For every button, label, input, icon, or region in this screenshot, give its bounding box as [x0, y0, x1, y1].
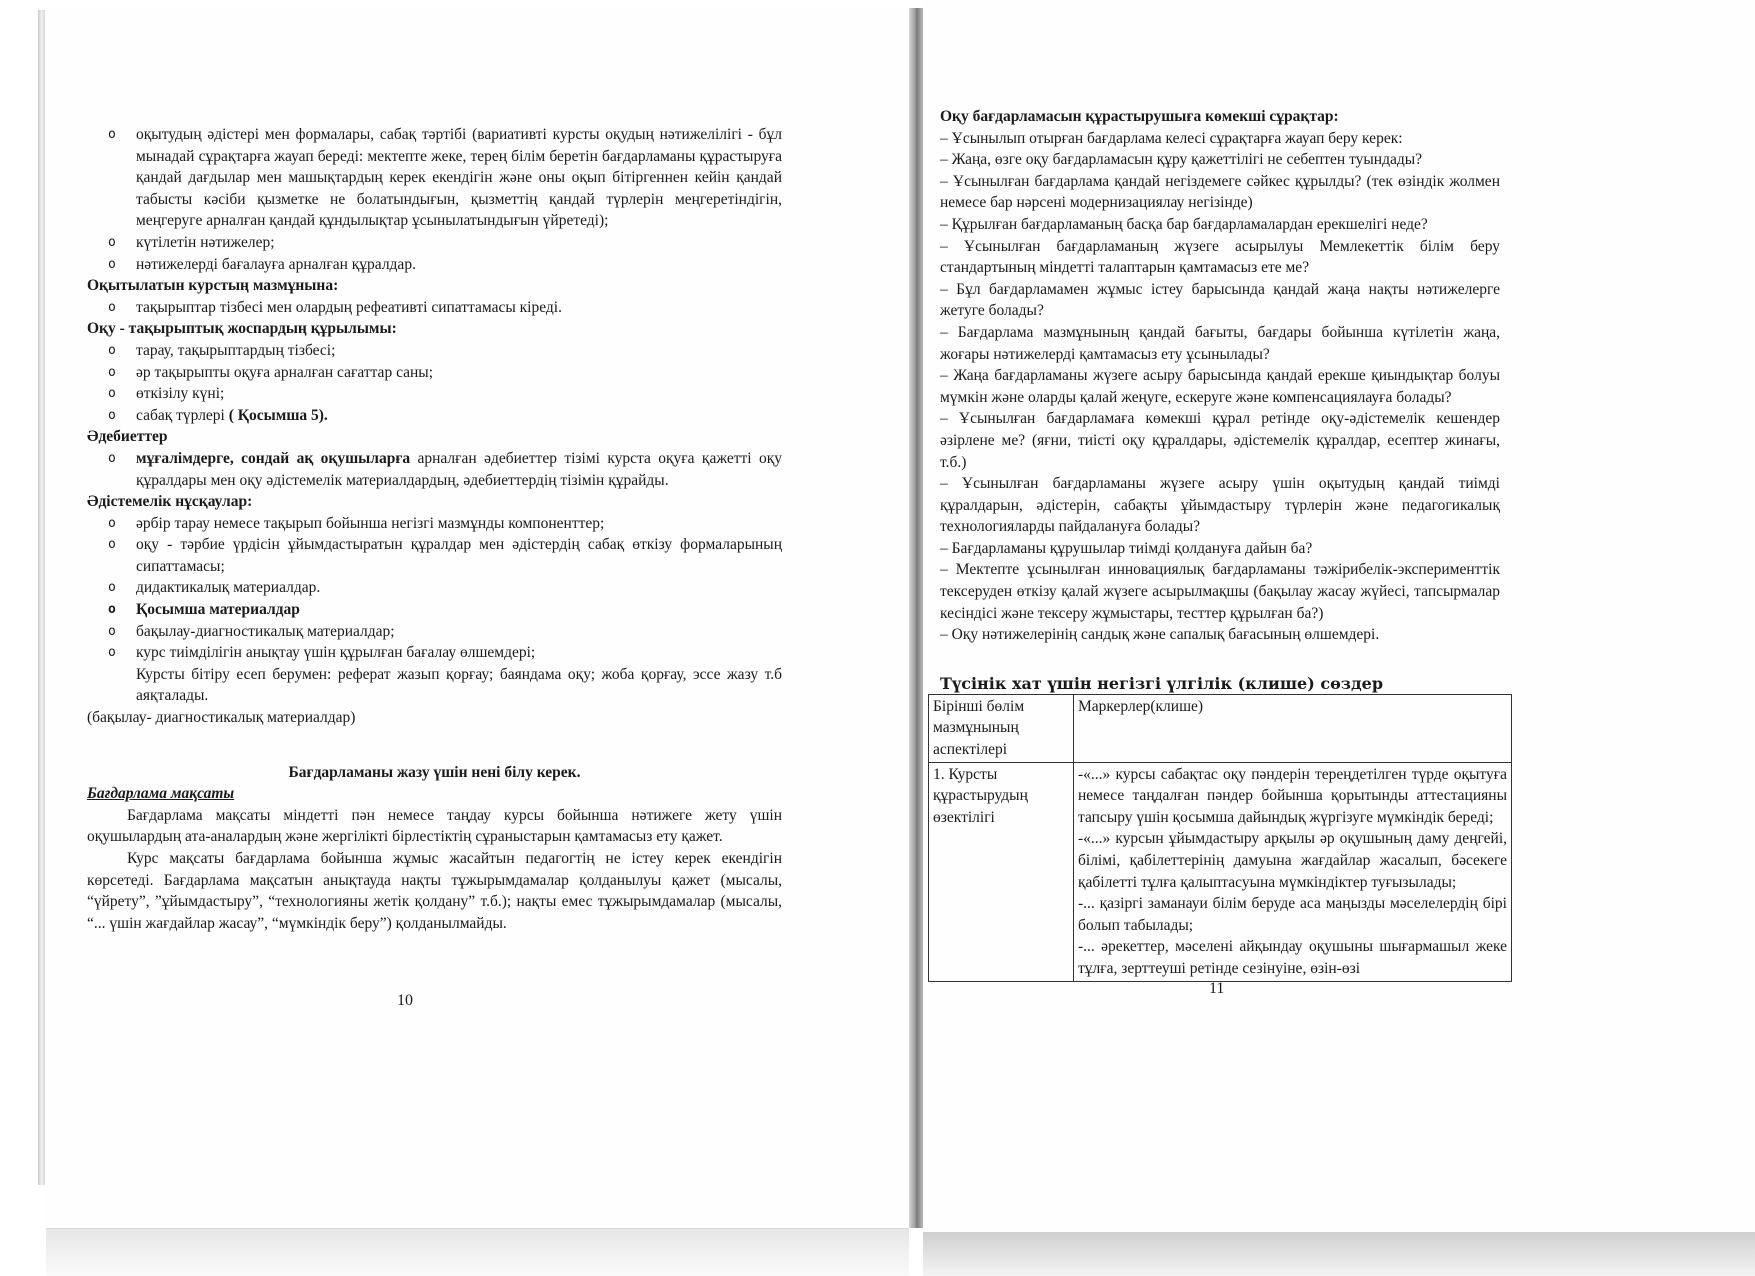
question-item: – Ұсынылған бағдарламаны жүзеге асыру үшін оқытудың қандай тиімді құралдарын, әдістерін, сабақты ұйымдастыру түрлерін және педагогикалық технологияларды пайдалануға болады?	[940, 475, 1500, 536]
marker-item: -... қазіргі заманауи білім беруде аса маңызды мәселелердің бірі болып табылады;	[1078, 895, 1507, 934]
list-item: o оқу - тәрбие үрдісін ұйымдастыратын құралдар мен әдістердің сабақ өткізу формаларының сипаттамасы;	[87, 534, 782, 577]
subheading-goal: Бағдарлама мақсаты	[87, 785, 235, 803]
table-header-cell: Маркерлер(клише)	[1074, 694, 1512, 762]
list-item: o курс тиімділігін анықтау үшін құрылған бағалау өлшемдері;	[87, 642, 782, 664]
extra-note: Курсты бітіру есеп берумен: реферат жазып қорғау; баяндама оқу; жоба қорғау, эссе жазу т.б аяқталады.	[136, 665, 782, 705]
list-methods	[87, 513, 782, 664]
list-item	[87, 448, 782, 491]
list-item: o оқытудың әдістері мен формалары, сабақ тәртібі (вариативті курсты оқудың нәтижелілігі - бұл мынадай сұрақтарға жауап береді: мектепте жеке, терең білім беретін бағдарламаны құрастыруға қандай дағдылар мен машықтардың керек екендігін және оны оқып бітіргеннен кейін қандай табысты кәсіби қызметке не болатындығын, қызметтің қандай түрлерін меңгеретіндігін, меңгеруге арналған қандай құндылықтар ұсынылатындығын үйретеді);	[87, 124, 782, 232]
questions-list	[940, 128, 1500, 646]
cliche-table	[928, 694, 1512, 982]
list-item: o Қосымша материалдар	[87, 599, 782, 621]
heading-methods: Әдістемелік нұсқаулар:	[87, 493, 253, 511]
literature-bold: мұғалімдерге, сондай ақ оқушыларға	[136, 449, 411, 467]
table-header-cell: Бірінші бөлім мазмұнының аспектілері	[929, 694, 1074, 762]
appendix-ref: ( Қосымша 5).	[228, 406, 328, 424]
marker-item: -«...» курсы сабақтас оқу пәндерін тереңдетілген түрде оқытуға немесе таңдалған пәндер бойынша қорытынды аттестацияны тапсыру үшін қосымша дайындық жүргізуге мүмкіндік береді;	[1078, 765, 1507, 826]
plan-last-text: сабақ түрлері	[136, 406, 229, 424]
list-item: o тақырыптар тізбесі мен олардың рефеативті сипаттамасы кіреді.	[87, 297, 782, 319]
left-page-text	[87, 124, 782, 934]
list-literature	[87, 448, 782, 491]
table-cell-label: 1. Курсты құрастырудың өзектілігі	[929, 762, 1074, 981]
section-title: Бағдарламаны жазу үшін нені білу керек.	[288, 763, 581, 781]
list-content	[87, 297, 782, 319]
right-page-text	[933, 106, 1507, 982]
heading-helper-questions: Оқу бағдарламасын құрастырушыға көмекші сұрақтар:	[940, 108, 1339, 125]
table-header-row	[929, 694, 1512, 762]
scan-shadow-left	[46, 1228, 909, 1276]
list-item: o әр тақырыпты оқуға арналған сағаттар саны;	[87, 362, 782, 384]
page-number-left: 10	[397, 992, 413, 1009]
question-item: – Мектепте ұсынылған инновациялық бағдарламаны тәжірибелік-эксперименттік тексеруден өткізу қалай жүзеге асырылмақшы (бақылау жасау жүйесі, тапсырмалар кесіндісі және тексеру жұмыстары, тесттер құрылған ба?)	[940, 561, 1500, 622]
heading-plan-structure: Оқу - тақырыптық жоспардың құрылымы:	[87, 320, 397, 338]
question-item: – Бұл бағдарламамен жұмыс істеу барысында қандай жаңа нақты нәтижелерге жетуге болады?	[940, 280, 1500, 320]
list-item: o әрбір тарау немесе тақырып бойынша негізгі мазмұнды компоненттер;	[87, 513, 782, 535]
scan-shadow-right	[923, 1232, 1755, 1276]
question-item: – Ұсынылған бағдарламаның жүзеге асырылуы Мемлекеттік білім беру стандартының міндетті талаптарын қамтамасыз ете ме?	[940, 237, 1500, 277]
scan-edge	[38, 10, 45, 1185]
table-cell-markers	[1074, 762, 1512, 981]
question-item: – Бағдарлама мазмұнының қандай бағыты, бағдары бойынша күтілетін жаңа, жоғары нәтижелерді қамтамасыз ету ұсынылады?	[940, 323, 1500, 363]
question-item: – Ұсынылып отырған бағдарлама келесі сұрақтарға жауап беру керек:	[940, 129, 1403, 147]
question-item: – Ұсынылған бағдарлама қандай негіздемеге сәйкес құрылды? (тек өзіндік жолмен немесе бар нәрсені модернизациялау негізінде)	[940, 172, 1500, 212]
extra-paren: (бақылау- диагностикалық материалдар)	[87, 709, 356, 727]
list-item: o бақылау-диагностикалық материалдар;	[87, 621, 782, 643]
literature-text: арналған әдебиеттер тізімі курста оқуға қажетті оқу құралдары мен оқу әдістемелік материалдардың, әдебиеттердің тізімін құрайды.	[136, 449, 782, 489]
table-title: Түсінік хат үшін негізгі үлгілік (клише) сөздер	[940, 673, 1384, 693]
question-item: – Оқу нәтижелерінің сандық және сапалық бағасының өлшемдері.	[940, 626, 1380, 644]
book-gutter	[909, 8, 923, 1228]
table-row	[929, 762, 1512, 981]
page-number-right: 11	[1209, 980, 1225, 997]
heading-course-content: Оқытылатын курстың мазмұнына:	[87, 277, 339, 295]
marker-item: -... әрекеттер, мәселені айқындау оқушыны шығармашыл жеке тұлға, зерттеуші ретінде сезінуіне, өзін-өзі	[1078, 938, 1507, 977]
paragraph-goal: Бағдарлама мақсаты міндетті пән немесе таңдау курсы бойынша нәтижеге жету үшін оқушылардың ата-аналардың және жергілікті бірлестіктің сұраныстарын қамтамасыз ету қажет.	[87, 806, 782, 846]
list-item: o өткізілу күні;	[87, 383, 782, 405]
list-top	[87, 124, 782, 275]
heading-literature: Әдебиеттер	[87, 428, 168, 446]
question-item: – Бағдарламаны құрушылар тиімді қолдануға дайын ба?	[940, 539, 1313, 557]
question-item: – Жаңа бағдарламаны жүзеге асыру барысында қандай ерекше қиындықтар болуы мүмкін және оларды қалай жеңуге, ескеруге және компенсациялауға болады?	[940, 367, 1500, 406]
list-item: o күтілетін нәтижелер;	[87, 232, 782, 254]
list-item: o дидактикалық материалдар.	[87, 577, 782, 599]
list-plan	[87, 340, 782, 426]
question-item: – Ұсынылған бағдарламаға көмекші құрал ретінде оқу-әдістемелік кешендер әзірлене ме? (яғни, тиісті оқу құралдары, әдістемелік құралдар, есептер жинағы, т.б.)	[940, 410, 1500, 471]
question-item: – Құрылған бағдарламаның басқа бар бағдарламалардан ерекшелігі неде?	[940, 215, 1428, 233]
paragraph-course-goal: Курс мақсаты бағдарлама бойынша жұмыс жасайтын педагогтің не істеу керек екендігін көрсетеді. Бағдарлама мақсатын анықтауда нақты тұжырымдамалар қолданылуы қажет (мысалы, “үйрету”, ”ұйымдастыру”, “технологияны жетік қолдану” т.б.); нақты емес тұжырымдамалар (мысалы, “... үшін жағдайлар жасау”, “мүмкіндік беру”) қолданылмайды.	[87, 850, 782, 932]
list-item: o нәтижелерді бағалауға арналған құралдар.	[87, 254, 782, 276]
list-item	[87, 405, 782, 427]
question-item: – Жаңа, өзге оқу бағдарламасын құру қажеттілігі не себептен туындады?	[940, 151, 1423, 169]
marker-item: -«...» курсын ұйымдастыру арқылы әр оқушының даму деңгейі, білімі, қабілеттерінің дамуына жағдайлар жасалып, бәсекеге қабілетті тұлға қалыптасуына мүмкіндіктер туғызылады;	[1078, 830, 1507, 891]
list-item: o тарау, тақырыптардың тізбесі;	[87, 340, 782, 362]
